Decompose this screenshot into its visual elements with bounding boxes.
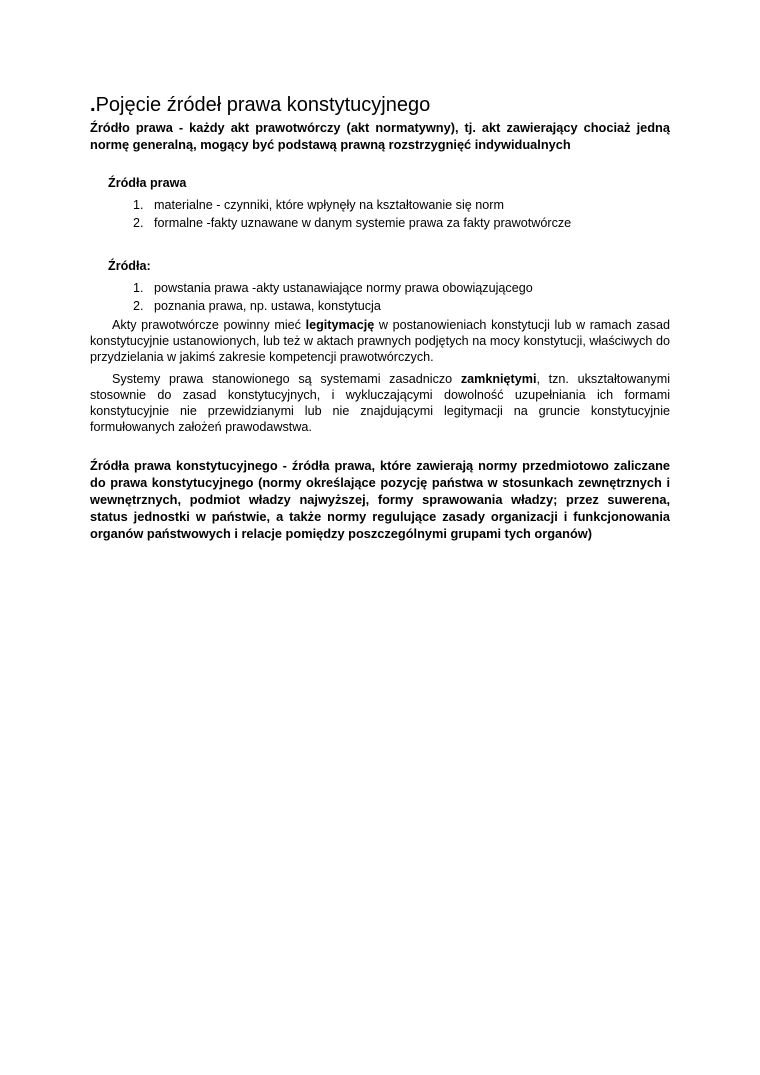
final-paragraph: Źródła prawa konstytucyjnego - źródła prawa, które zawierają normy przedmiotowo zaliczane do prawa konstytucyjnego (normy określające pozycję państwa w stosunkach zewnętrznych i wewnętrznych, podmiot władzy najwyższej, formy sprawowania władzy; przez suwerena, status jednostki w państwie, a także normy regulujące zasady organizacji i funkcjonowania organów państwowych i relacje pomiędzy poszczególnymi grupami tych organów): [90, 458, 670, 541]
list-item-number: 1.: [133, 198, 144, 212]
paragraph-text: Akty prawotwórcze powinny mieć: [112, 318, 306, 332]
list-item-text: powstania prawa -akty ustanawiające normy prawa obowiązującego: [154, 281, 533, 295]
list-item: [133, 214, 670, 232]
paragraph-text: , tzn. ukształtowanymi stosownie do zasad konstytucyjnych, i wykluczającymi dowolność uzupełniania ich formami konstytucyjnie nie przewidzianymi lub nie znajdującymi legitymacji na gruncie konstytucyjnie formułowanych założeń prawodawstwa.: [90, 372, 670, 434]
list-item: [133, 279, 670, 297]
paragraph-text: Systemy prawa stanowionego są systemami zasadniczo: [112, 372, 461, 386]
title-text: Pojęcie źródeł prawa konstytucyjnego: [95, 94, 431, 116]
paragraph-bold-term: legitymację: [305, 318, 375, 332]
paragraph-legitymacja: [90, 317, 670, 365]
list-item-number: 2.: [133, 299, 144, 313]
list-item-number: 2.: [133, 216, 144, 230]
document-content: [90, 93, 670, 542]
list-item-text: materialne - czynniki, które wpłynęły na kształtowanie się norm: [154, 198, 504, 212]
list-item: [133, 196, 670, 214]
paragraph-bold-term: zamkniętymi: [460, 372, 537, 386]
section1-list: [90, 196, 670, 232]
list-item: [133, 297, 670, 315]
section-heading-zrodla: Źródła:: [108, 259, 151, 273]
title-dot: .: [90, 94, 96, 116]
paragraph-zamkniete-systemy: [90, 371, 670, 435]
section2-list: [90, 279, 670, 315]
section-heading-zrodla-prawa: Źródła prawa: [108, 176, 187, 190]
definition-paragraph: Źródło prawa - każdy akt prawotwórczy (akt normatywny), tj. akt zawierający chociaż jedną normę generalną, mogący być podstawą prawną rozstrzygnięć indywidualnych: [90, 120, 670, 152]
paragraph-text: w postanowieniach konstytucji lub w ramach zasad konstytucyjnie ustanowionych, lub też w aktach prawnych podjętych na mocy konstytucji, właściwych do przydzielania w jakimś zakresie kompetencji prawotwórczych.: [90, 318, 670, 364]
list-item-number: 1.: [133, 281, 144, 295]
list-item-text: poznania prawa, np. ustawa, konstytucja: [154, 299, 381, 313]
page-title: [90, 93, 670, 117]
list-item-text: formalne -fakty uznawane w danym systemie prawa za fakty prawotwórcze: [154, 216, 572, 230]
